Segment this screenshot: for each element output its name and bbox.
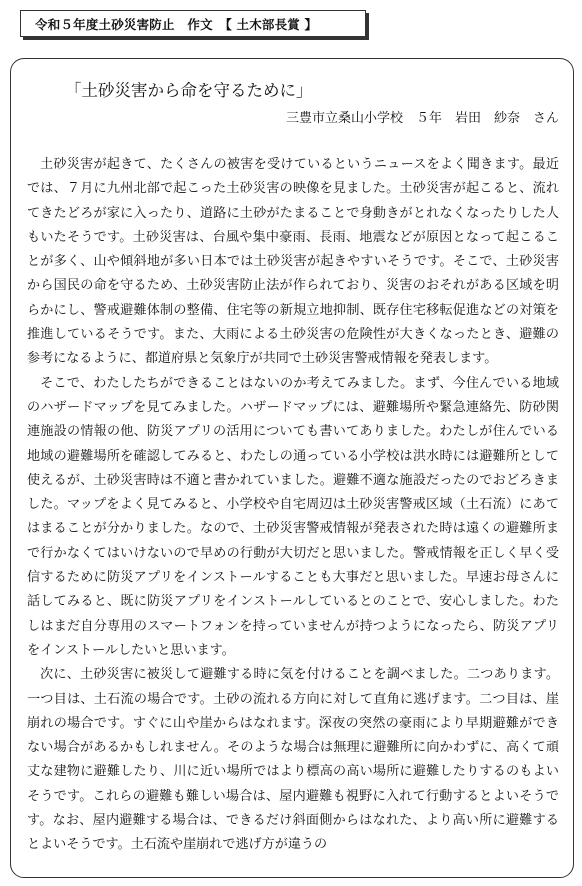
award-header-box bbox=[20, 10, 366, 37]
essay-title: 「土砂災害から命を守るために」 bbox=[65, 81, 313, 100]
essay-paragraph-1: 土砂災害が起きて、たくさんの被害を受けているというニュースをよく聞きます。最近では、７月に九州北部で起こった土砂災害の映像を見ました。土砂災害が起こると、流れてきたどろが家に入ったり、道路に土砂がたまることで身動きがとれなくなったりした人もいたそうです。土砂災害は、台風や集中豪雨、長雨、地震などが原因となって起こることが多く、山や傾斜地が多い日本では土砂災害が起きやすいそうです。そこで、土砂災害から国民の命を守るため、土砂災害防止法が作られており、災害のおそれがある区域を明らかにし、警戒避難体制の整備、住宅等の新規立地抑制、既存住宅移転促進などの対策を推進しているそうです。また、大雨による土砂災害の危険性が大きくなったとき、避難の参考になるように、都道府県と気象庁が共同で土砂災害警戒情報を発表します。 bbox=[27, 157, 559, 367]
award-header-label: 令和５年度土砂災害防止 作文 【 土木部長賞 】 bbox=[35, 16, 318, 32]
essay-paragraph-3: 次に、土砂災害に被災して避難する時に気を付けることを調べました。二つあります。一つ目は、土石流の場合です。土砂の流れる方向に対して直角に逃げます。二つ目は、崖崩れの場合です。すぐに山や崖からはなれます。深夜の突然の豪雨により早期避難ができない場合があるかもしれません。そのような場合は無理に避難所に向かわずに、高くて頑丈な建物に避難したり、川に近い場所ではより標高の高い場所に避難したりするのもよいそうです。これらの避難も難しい場合は、屋内避難も視野に入れて行動するとよいそうです。なお、屋内避難する場合は、できるだけ斜面側からはなれた、より高い所に避難するとよいそうです。土石流や崖崩れで逃げ方が違うの bbox=[27, 667, 559, 853]
essay-panel bbox=[10, 58, 574, 878]
essay-body bbox=[27, 153, 559, 858]
essay-paragraph-2: そこで、わたしたちができることはないのか考えてみました。まず、今住んでいる地域のハザードマップを見てみました。ハザードマップには、避難場所や緊急連絡先、防砂関連施設の情報の他、防災アプリの活用についても書いてありました。わたしが住んでいる地域の避難場所を確認してみると、わたしの通っている小学校は洪水時には避難所として使えるが、土砂災害時は不適と書かれていました。避難不適な施設だったのでおどろきました。マップをよく見てみると、小学校や自宅周辺は土砂災害警戒区域（土石流）にあてはまることが分かりました。なので、土砂災害警戒情報が発表された時は遠くの避難所まで行かなくてはいけないので早めの行動が大切だと思いました。警戒情報を正しく早く受信するために防災アプリをインストールすることも大事だと思いました。早速お母さんに話してみると、既に防災アプリをインストールしているとのことで、安心しました。わたしはまだ自分専用のスマートフォンを持っていませんが持つようになったら、防災アプリをインストールしたいと思います。 bbox=[27, 375, 559, 658]
author-byline: 三豊市立桑山小学校 ５年 岩田 紗奈 さん bbox=[285, 111, 559, 126]
